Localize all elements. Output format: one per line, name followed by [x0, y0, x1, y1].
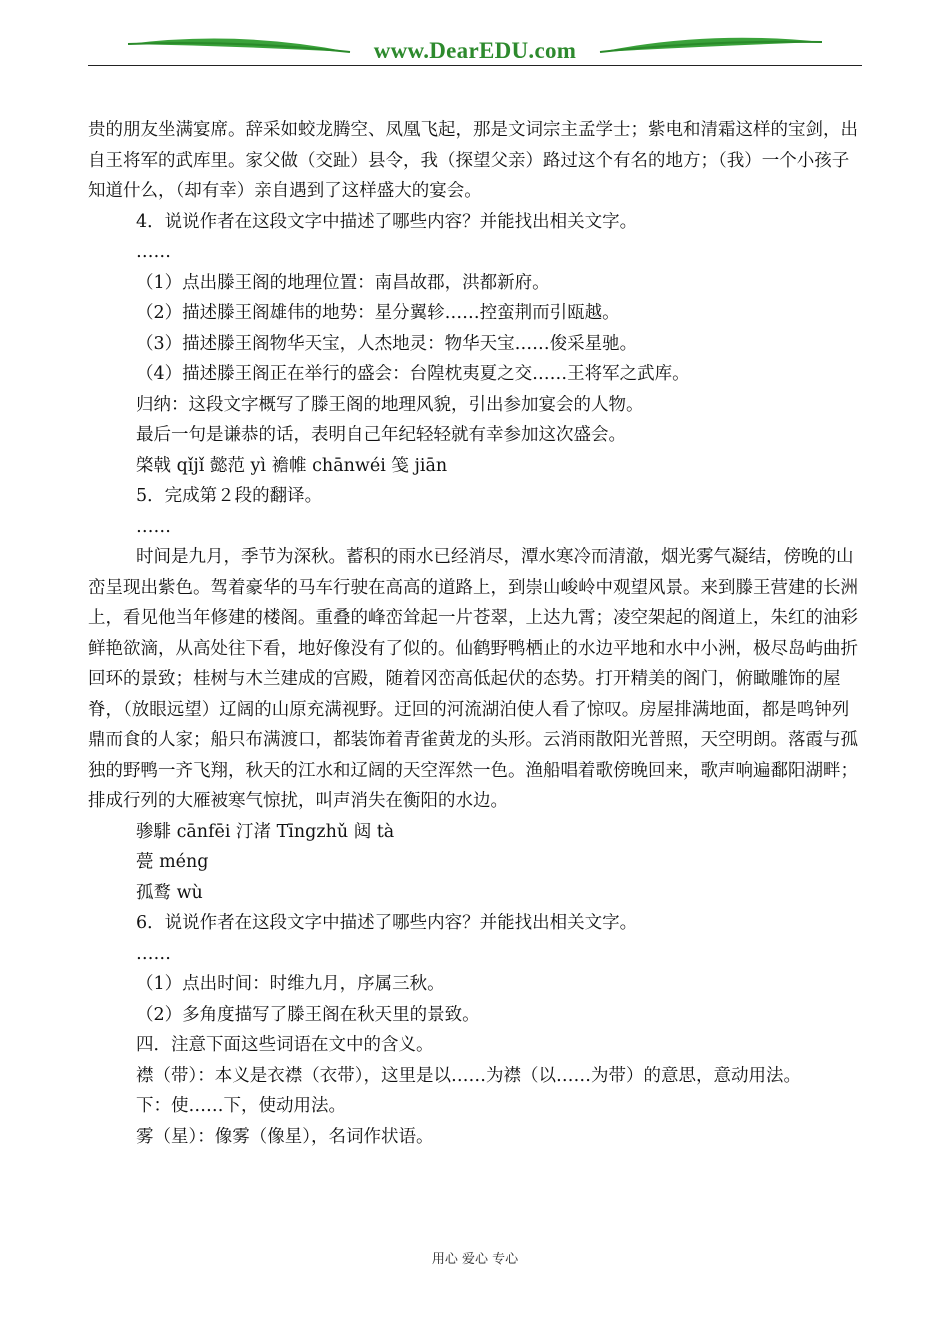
page-header — [88, 30, 862, 70]
question-4: 4．说说作者在这段文字中描述了哪些内容？并能找出相关文字。 — [136, 211, 638, 232]
document-body — [88, 115, 862, 1152]
page-footer: 用心 爱心 专心 — [431, 1252, 519, 1267]
question-6: 6．说说作者在这段文字中描述了哪些内容？并能找出相关文字。 — [136, 913, 638, 933]
ellipsis: …… — [136, 516, 171, 537]
list-item: （3）描述滕王阁物华天宝，人杰地灵：物华天宝……俊采星驰。 — [136, 333, 638, 354]
ellipsis: …… — [136, 943, 171, 964]
paragraph: 贵的朋友坐满宴席。辞采如蛟龙腾空、凤凰飞起，那是文词宗主孟学士；紫电和清霜这样的宝剑，出自王将军的武库里。家父做（交趾）县令，我（探望父亲）路过这个有名的地方；（我）一个小孩子知道什么，（却有幸）亲自遇到了这样盛大的宴会。 — [88, 120, 858, 201]
section-heading: 四．注意下面这些词语在文中的含义。 — [136, 1035, 434, 1055]
question-5: 5．完成第２段的翻译。 — [136, 486, 323, 506]
vocab-item: 雾（星）：像雾（像星），名词作状语。 — [136, 1126, 434, 1147]
pronunciation: 孤鹜 wù — [136, 882, 203, 903]
vocab-item: 襟（带）：本义是衣襟（衣带），这里是以……为襟（以……为带）的意思，意动用法。 — [136, 1065, 801, 1086]
vocab-item: 下：使……下，使动用法。 — [136, 1096, 346, 1116]
ellipsis: …… — [136, 242, 171, 262]
header-rule — [88, 65, 862, 66]
pronunciation: 甍 méng — [136, 852, 209, 872]
list-item: （1）点出滕王阁的地理位置：南昌故郡，洪都新府。 — [136, 272, 550, 293]
list-item: （2）多角度描写了滕王阁在秋天里的景致。 — [136, 1004, 480, 1025]
pronunciation: 骖騑 cānfēi 汀渚 Tīngzhǔ 闼 tà — [136, 821, 395, 842]
translation-paragraph: 时间是九月，季节为深秋。蓄积的雨水已经消尽，潭水寒冷而清澈，烟光雾气凝结，傍晚的山峦呈现出紫色。驾着豪华的马车行驶在高高的道路上，到崇山峻岭中观望风景。来到滕王营建的长洲上，看见他当年修建的楼阁。重叠的峰峦耸起一片苍翠，上达九霄；凌空架起的阁道上，朱红的油彩鲜艳欲滴，从高处往下看，地好像没有了似的。仙鹤野鸭栖止的水边平地和水中小洲，极尽岛屿曲折回环的景致；桂树与木兰建成的宫殿，随着冈峦高低起伏的态势。打开精美的阁门，俯瞰雕饰的屋脊，（放眼远望）辽阔的山原充满视野。迂回的河流湖泊使人看了惊叹。房屋排满地面，都是鸣钟列鼎而食的人家；船只布满渡口，都装饰着青雀黄龙的头形。云消雨散阳光普照，天空明朗。落霞与孤独的野鸭一齐飞翔，秋天的江水和辽阔的天空浑然一色。渔船唱着歌傍晚回来，歌声响遍鄱阳湖畔；排成行列的大雁被寒气惊扰，叫声消失在衡阳的水边。 — [88, 547, 858, 811]
note: 最后一句是谦恭的话，表明自己年纪轻轻就有幸参加这次盛会。 — [136, 425, 626, 445]
list-item: （4）描述滕王阁正在举行的盛会：台隍枕夷夏之交……王将军之武库。 — [136, 364, 690, 384]
pronunciation: 棨戟 qǐjǐ 懿范 yì 襜帷 chānwéi 笺 jiān — [136, 455, 448, 476]
list-item: （2）描述滕王阁雄伟的地势：星分翼轸……控蛮荆而引瓯越。 — [136, 303, 620, 323]
summary: 归纳：这段文字概写了滕王阁的地理风貌，引出参加宴会的人物。 — [136, 394, 644, 415]
site-logo-text[interactable]: www.DearEDU.com — [373, 38, 577, 63]
list-item: （1）点出时间：时维九月，序属三秋。 — [136, 974, 445, 994]
